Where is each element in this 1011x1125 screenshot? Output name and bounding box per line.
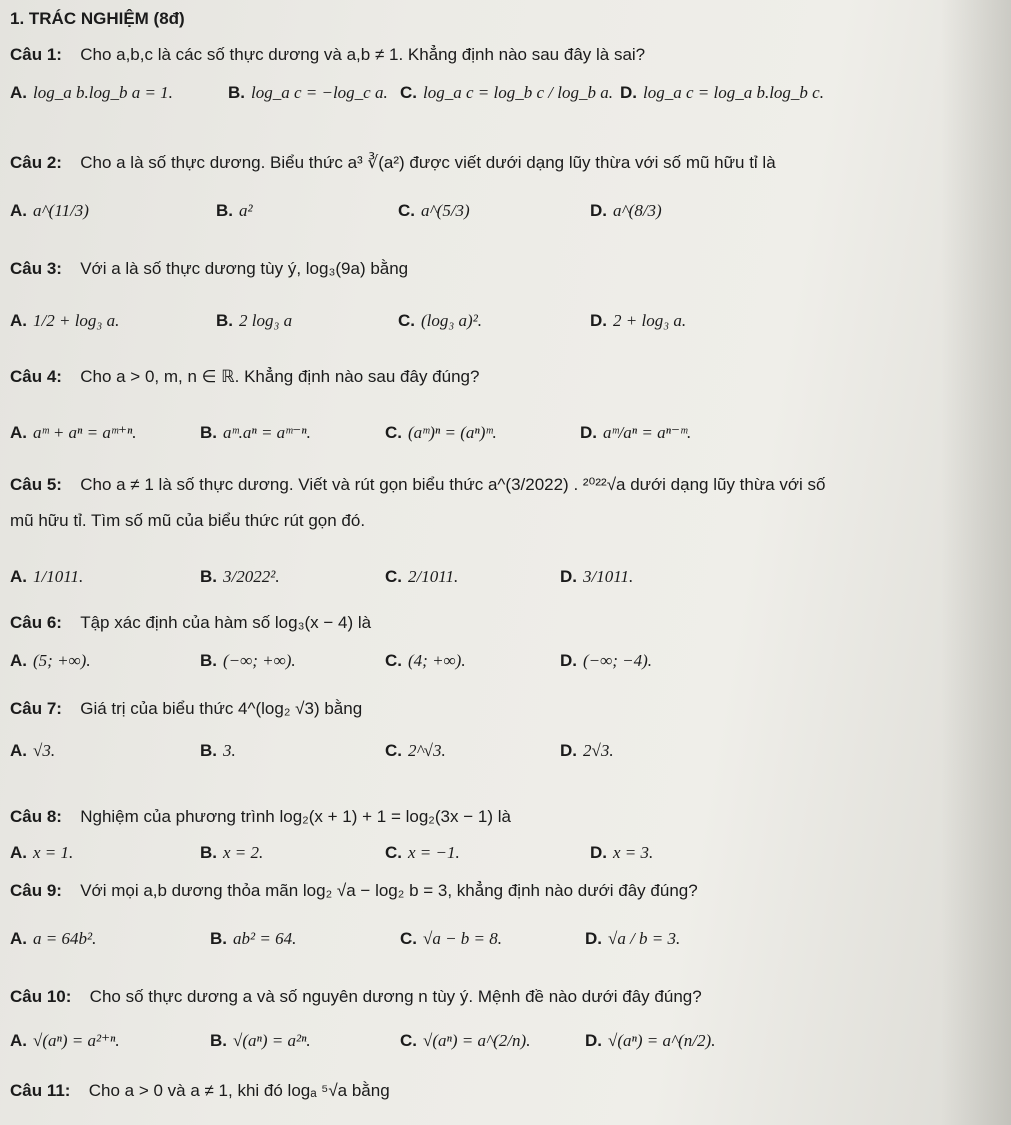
section-heading: 1. TRÁC NGHIỆM (8đ) xyxy=(10,9,185,28)
option-d: D. 3/1011. xyxy=(560,567,634,586)
question-number: Câu 9: xyxy=(10,881,62,900)
question-number: Câu 1: xyxy=(10,45,62,64)
option-b: B. a² xyxy=(216,201,253,220)
option-d: D. √a / b = 3. xyxy=(585,929,681,948)
option-d: D. (−∞; −4). xyxy=(560,651,653,670)
question-number: Câu 5: xyxy=(10,475,62,494)
option-a: A. log_a b.log_b a = 1. xyxy=(10,83,173,102)
option-d: D. x = 3. xyxy=(590,843,654,862)
option-d: D. 2 + log₃ a. xyxy=(590,311,687,330)
question-2 xyxy=(10,152,776,174)
option-c: C. log_a c = log_b c / log_b a. xyxy=(400,83,613,102)
page-edge-shadow xyxy=(941,0,1011,1125)
option-c: C. √(aⁿ) = a^(2/n). xyxy=(400,1031,531,1050)
option-d: D. √(aⁿ) = a^(n/2). xyxy=(585,1031,716,1050)
question-number: Câu 4: xyxy=(10,367,62,386)
option-d: D. aᵐ/aⁿ = aⁿ⁻ᵐ. xyxy=(580,423,692,442)
question-stem: Cho a ≠ 1 là số thực dương. Viết và rút gọn biểu thức a^(3/2022) . ²⁰²²√a dưới dạng lũy thừa với số xyxy=(80,475,826,494)
option-c: C. √a − b = 8. xyxy=(400,929,503,948)
question-stem: Với mọi a,b dương thỏa mãn log₂ √a − log₂ b = 3, khẳng định nào dưới đây đúng? xyxy=(80,881,698,900)
question-number: Câu 6: xyxy=(10,613,62,632)
question-5 xyxy=(10,474,826,496)
question-5-continued: mũ hữu tỉ. Tìm số mũ của biểu thức rút gọn đó. xyxy=(10,511,366,530)
question-8 xyxy=(10,806,511,828)
option-c: C. (log₃ a)². xyxy=(398,311,483,330)
option-c: C. (aᵐ)ⁿ = (aⁿ)ᵐ. xyxy=(385,423,497,442)
option-b: B. 3. xyxy=(200,741,236,760)
option-b: B. (−∞; +∞). xyxy=(200,651,296,670)
question-stem: Cho a,b,c là các số thực dương và a,b ≠ 1. Khẳng định nào sau đây là sai? xyxy=(80,45,646,64)
question-stem: Cho a là số thực dương. Biểu thức a³ ∛(a²) được viết dưới dạng lũy thừa với số mũ hữu tỉ là xyxy=(80,153,776,172)
option-a: A. a^(11/3) xyxy=(10,201,89,220)
option-d: D. log_a c = log_a b.log_b c. xyxy=(620,83,824,102)
question-number: Câu 7: xyxy=(10,699,62,718)
question-stem: Nghiệm của phương trình log₂(x + 1) + 1 = log₂(3x − 1) là xyxy=(80,807,511,826)
question-stem: Cho số thực dương a và số nguyên dương n tùy ý. Mệnh đề nào dưới đây đúng? xyxy=(89,987,702,1006)
question-stem: Với a là số thực dương tùy ý, log₃(9a) bằng xyxy=(80,259,409,278)
option-d: D. 2√3. xyxy=(560,741,614,760)
question-11 xyxy=(10,1080,390,1102)
option-b: B. ab² = 64. xyxy=(210,929,297,948)
question-stem: Cho a > 0, m, n ∈ ℝ. Khẳng định nào sau đây đúng? xyxy=(80,367,480,386)
option-b: B. √(aⁿ) = a²ⁿ. xyxy=(210,1031,311,1050)
question-4 xyxy=(10,366,479,388)
question-6 xyxy=(10,612,371,634)
question-number: Câu 2: xyxy=(10,153,62,172)
question-number: Câu 11: xyxy=(10,1081,71,1100)
option-a: A. √3. xyxy=(10,741,56,760)
question-number: Câu 8: xyxy=(10,807,62,826)
question-stem: Giá trị của biểu thức 4^(log₂ √3) bằng xyxy=(80,699,363,718)
question-9 xyxy=(10,880,698,902)
option-b: B. log_a c = −log_c a. xyxy=(228,83,388,102)
option-a: A. a = 64b². xyxy=(10,929,97,948)
question-3 xyxy=(10,258,408,280)
option-a: A. x = 1. xyxy=(10,843,74,862)
question-stem: Cho a > 0 và a ≠ 1, khi đó logₐ ⁵√a bằng xyxy=(88,1081,390,1100)
question-10 xyxy=(10,986,702,1008)
question-1 xyxy=(10,44,645,66)
option-b: B. x = 2. xyxy=(200,843,264,862)
option-a: A. (5; +∞). xyxy=(10,651,91,670)
question-number: Câu 10: xyxy=(10,987,72,1006)
option-a: A. 1/2 + log₃ a. xyxy=(10,311,120,330)
option-c: C. 2^√3. xyxy=(385,741,446,760)
question-7 xyxy=(10,698,362,720)
question-number: Câu 3: xyxy=(10,259,62,278)
question-stem: Tập xác định của hàm số log₃(x − 4) là xyxy=(80,613,372,632)
option-c: C. 2/1011. xyxy=(385,567,459,586)
option-a: A. aᵐ + aⁿ = aᵐ⁺ⁿ. xyxy=(10,423,137,442)
option-c: C. a^(5/3) xyxy=(398,201,470,220)
option-a: A. √(aⁿ) = a²⁺ⁿ. xyxy=(10,1031,120,1050)
option-c: C. (4; +∞). xyxy=(385,651,466,670)
option-c: C. x = −1. xyxy=(385,843,460,862)
option-d: D. a^(8/3) xyxy=(590,201,662,220)
option-b: B. 3/2022². xyxy=(200,567,280,586)
option-b: B. 2 log₃ a xyxy=(216,311,293,330)
option-b: B. aᵐ.aⁿ = aᵐ⁻ⁿ. xyxy=(200,423,311,442)
option-a: A. 1/1011. xyxy=(10,567,84,586)
